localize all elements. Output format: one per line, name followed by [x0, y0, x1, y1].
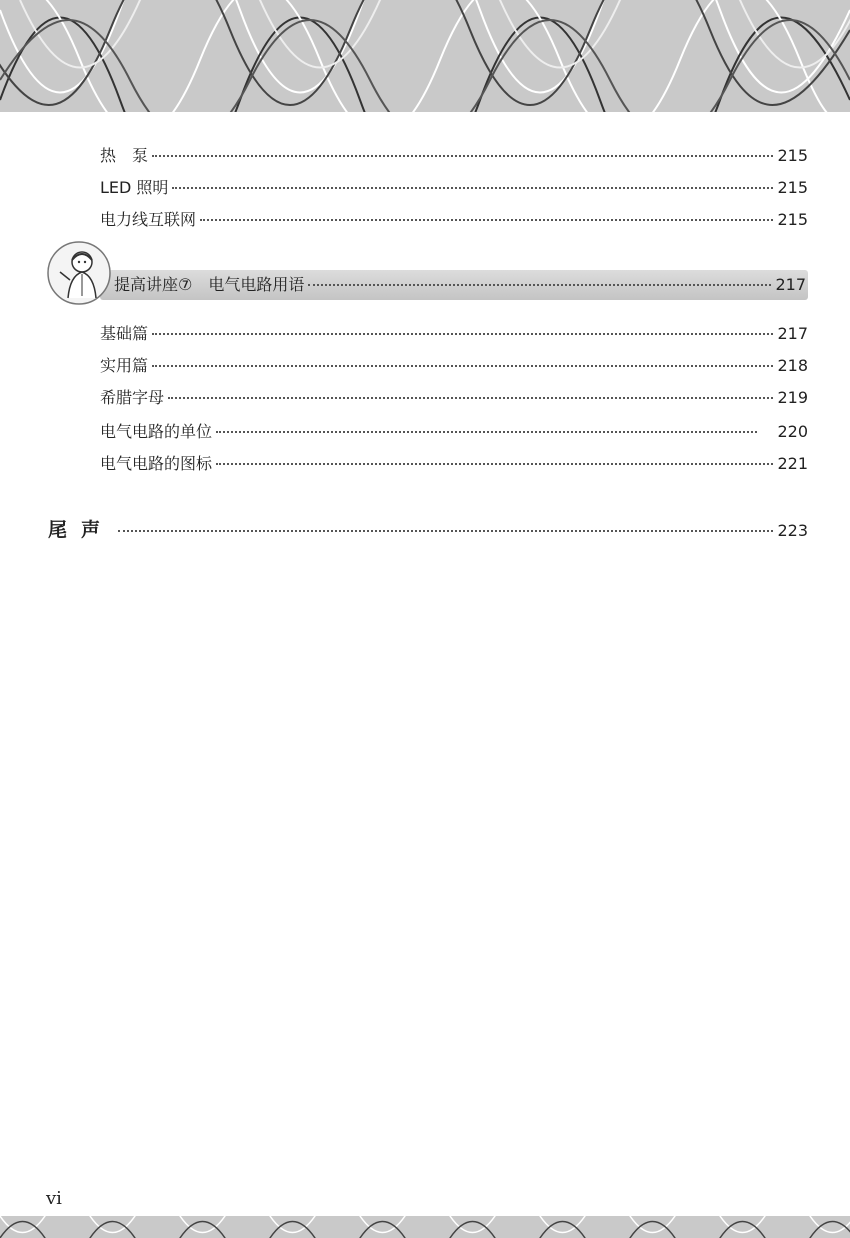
toc-leader-dots — [308, 282, 771, 286]
toc-leader-dots — [152, 331, 773, 335]
toc-entry[interactable] — [100, 386, 808, 410]
toc-leader-dots — [152, 363, 773, 367]
toc-entry[interactable] — [100, 176, 808, 200]
toc-leader-dots — [172, 185, 773, 189]
toc-leader-dots — [118, 528, 773, 532]
page-number: vi — [46, 1188, 62, 1209]
toc-entry-page: 218 — [777, 356, 808, 375]
toc-entry-title: 热 泵 — [100, 146, 149, 165]
section-title: 提高讲座⑦ 电气电路用语 — [114, 275, 305, 294]
toc-entry-page: 219 — [777, 388, 808, 407]
section-entry[interactable] — [114, 273, 806, 297]
toc-leader-dots — [216, 429, 757, 433]
toc-entry[interactable] — [100, 420, 808, 444]
toc-leader-dots — [168, 395, 773, 399]
toc-entry-page: 215 — [777, 210, 808, 229]
toc-leader-dots — [152, 153, 773, 157]
toc-entry-title: 电力线互联网 — [100, 210, 197, 229]
wave-pattern — [0, 1216, 850, 1238]
toc-entry-page: 215 — [777, 178, 808, 197]
epilogue-entry[interactable] — [48, 518, 808, 542]
section-page: 217 — [775, 275, 806, 294]
toc-entry-title: 电气电路的单位 — [100, 422, 213, 441]
toc-entry-title: 基础篇 — [100, 324, 149, 343]
toc-entry-page: 220 — [777, 422, 808, 441]
epilogue-page: 223 — [777, 521, 808, 540]
epilogue-title: 尾声 — [48, 519, 115, 541]
toc-leader-dots — [200, 217, 773, 221]
toc-entry[interactable] — [100, 144, 808, 168]
toc-leader-dots — [216, 461, 773, 465]
toc-entry[interactable] — [100, 452, 808, 476]
toc-entry[interactable] — [100, 322, 808, 346]
mascot-illustration — [46, 240, 112, 306]
toc-entry-title: LED 照明 — [100, 178, 169, 197]
toc-entry-page: 221 — [777, 454, 808, 473]
toc-entry[interactable] — [100, 208, 808, 232]
toc-entry-page: 215 — [777, 146, 808, 165]
wave-pattern — [0, 0, 850, 112]
toc-entry-title: 电气电路的图标 — [100, 454, 213, 473]
decorative-header-band — [0, 0, 850, 112]
toc-entry[interactable] — [100, 354, 808, 378]
toc-entry-title: 实用篇 — [100, 356, 149, 375]
toc-entry-title: 希腊字母 — [100, 388, 165, 407]
decorative-footer-band — [0, 1216, 850, 1238]
toc-entry-page: 217 — [777, 324, 808, 343]
